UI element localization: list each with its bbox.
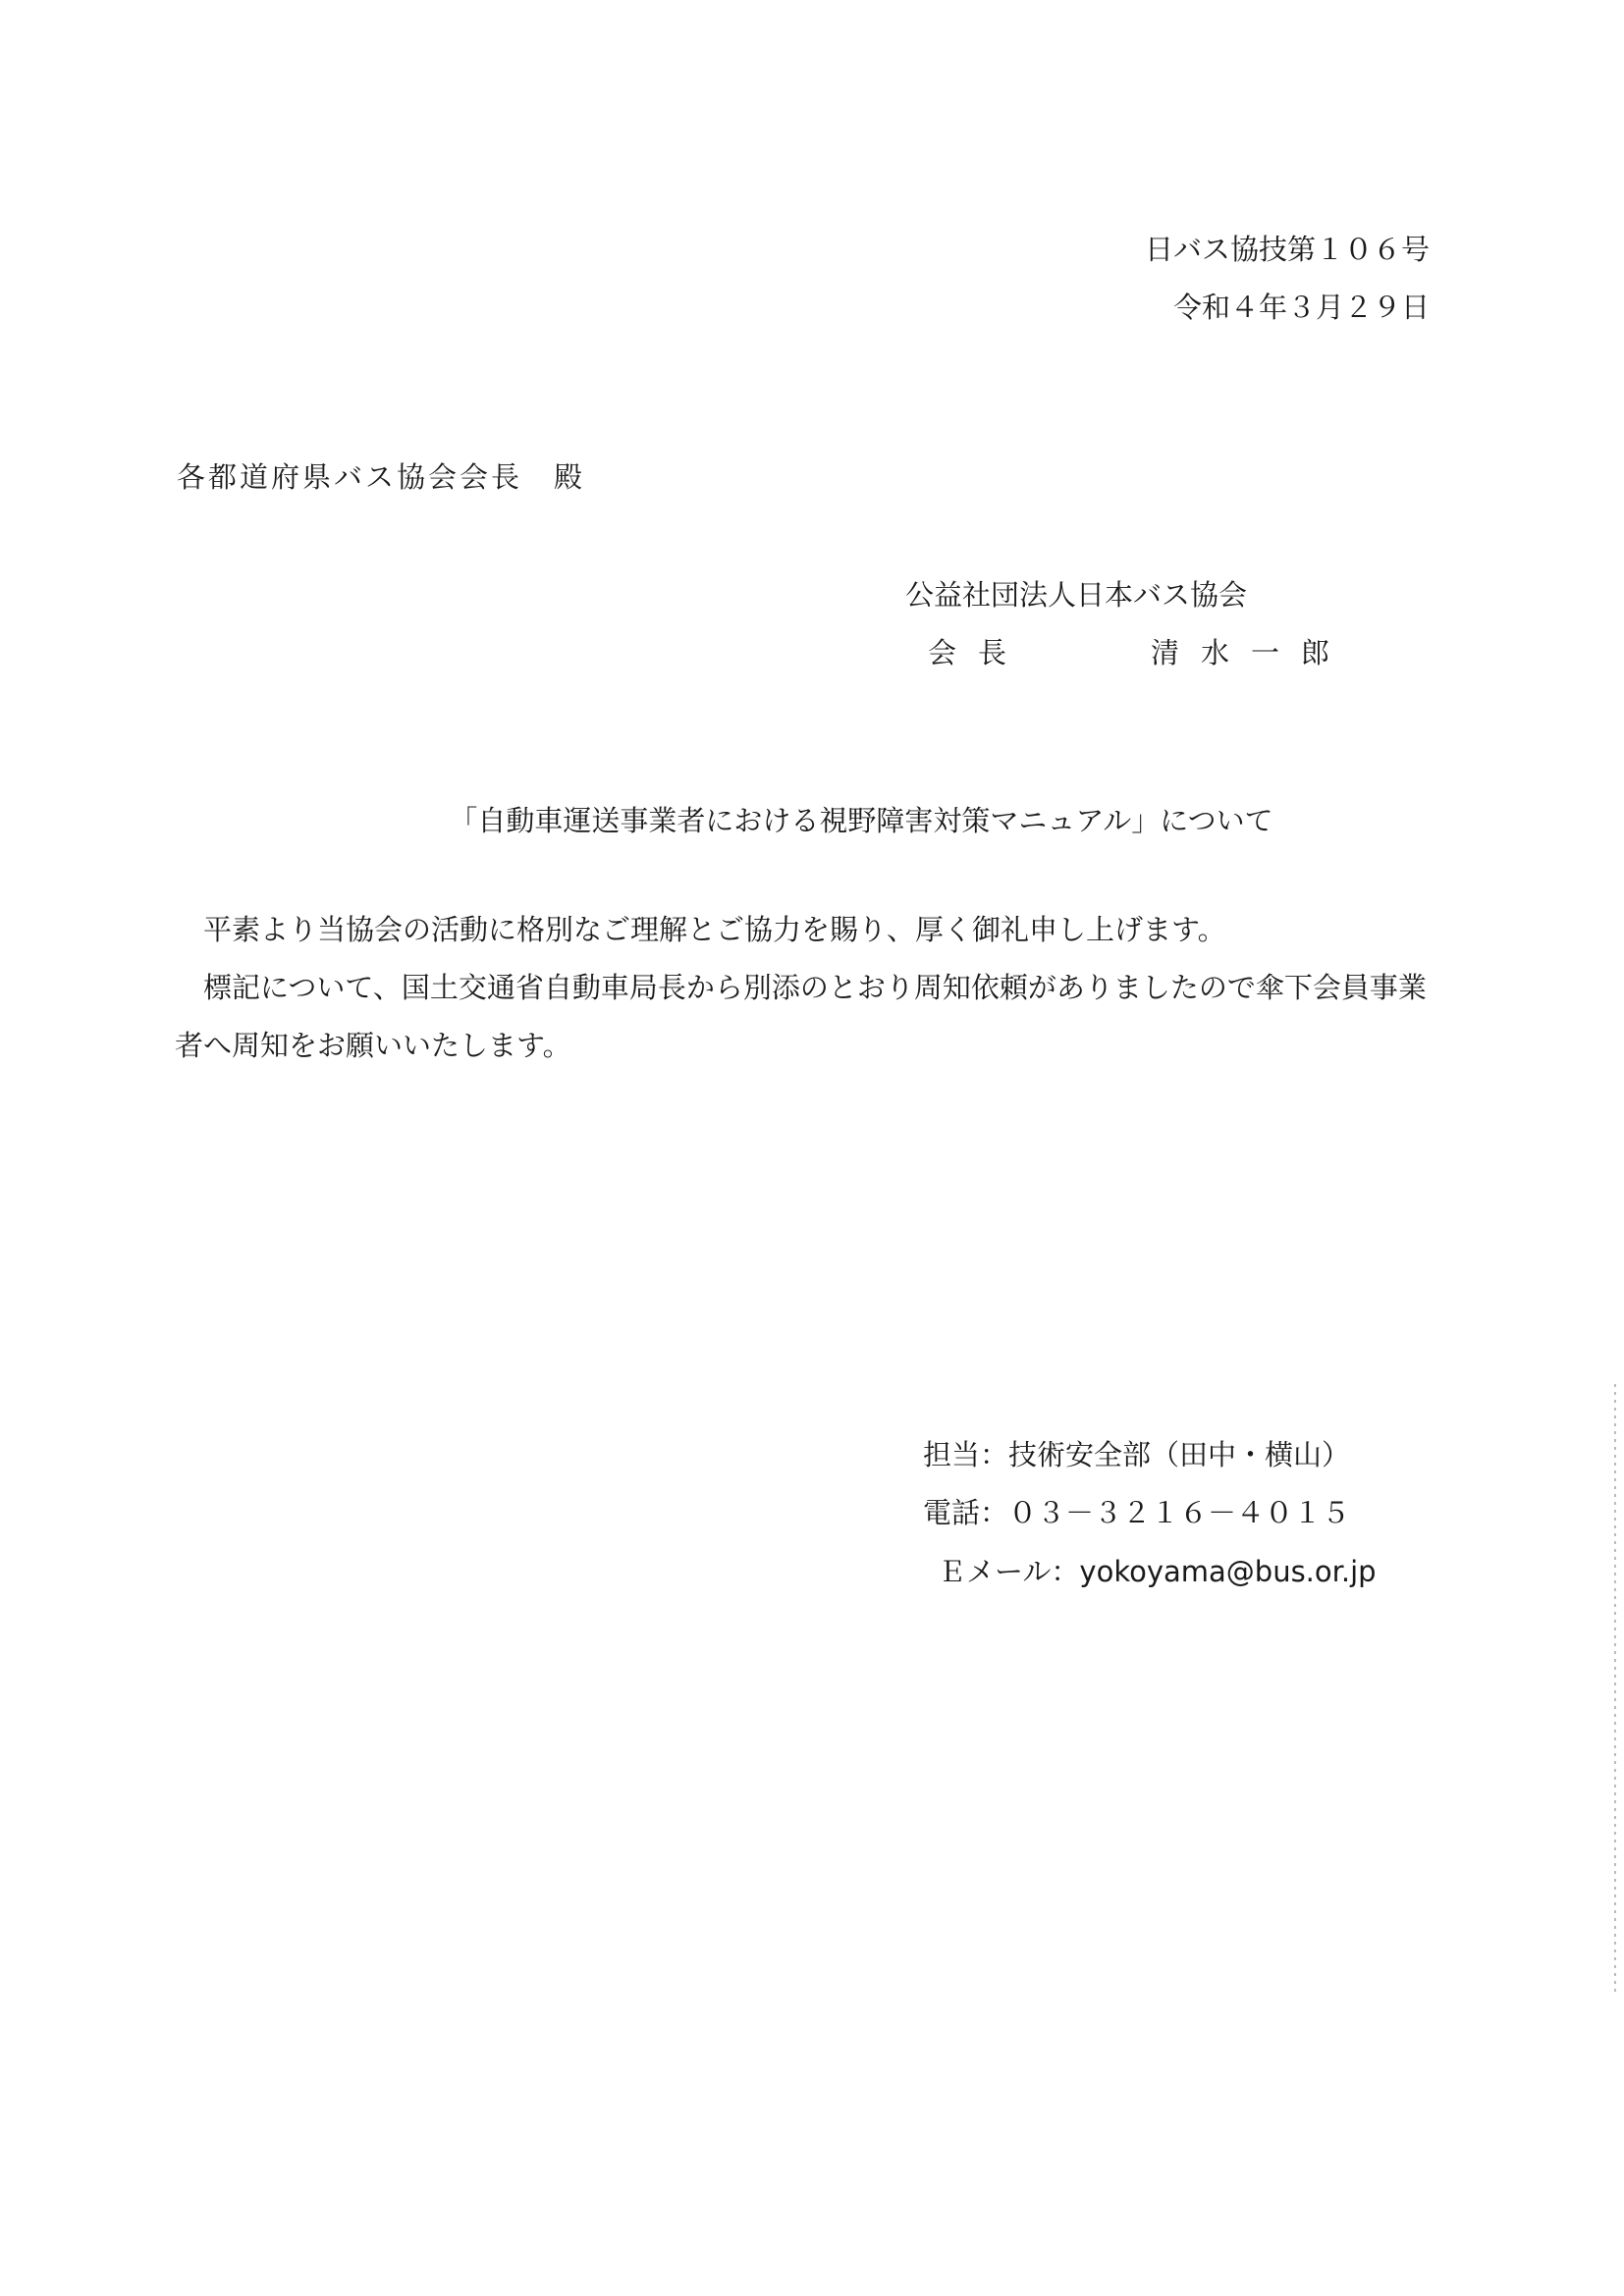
scan-edge-marks (1614, 1384, 1616, 1993)
subject-line: 「自動車運送事業者における視野障害対策マニュアル」について (449, 804, 1273, 837)
contact-person: 担当：技術安全部（田中・横山） (923, 1438, 1351, 1471)
sender-name: 清水一郎 (1151, 636, 1352, 669)
addressee: 各都道府県バス協会会長 殿 (177, 460, 586, 494)
document-number: 日バス協技第１０６号 (1144, 233, 1430, 266)
sender-organization: 公益社団法人日本バス協会 (905, 578, 1248, 612)
document-date: 令和４年３月２９日 (1172, 291, 1430, 324)
sender-title: 会長 (928, 636, 1029, 669)
contact-email: Ｅメール：yokoyama@bus.or.jp (938, 1555, 1377, 1588)
body-paragraph-2: 標記について、国土交通省自動車局長から別添のとおり周知依頼がありましたので傘下会員事業者へ周知をお願いいたします。 (175, 971, 1427, 1062)
body-paragraph-1: 平素より当協会の活動に格別なご理解とご協力を賜り、厚く御礼申し上げます。 (203, 913, 1226, 946)
contact-phone: 電話：０３－３２１６－４０１５ (923, 1496, 1351, 1529)
